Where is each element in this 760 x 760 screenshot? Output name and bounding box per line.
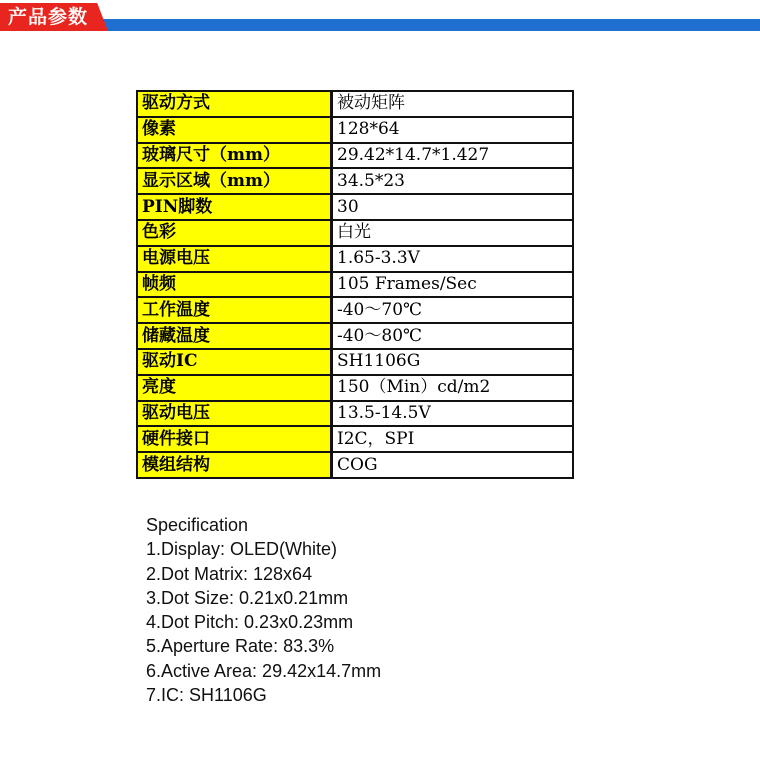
param-key: 显示区域（mm） <box>137 168 332 194</box>
param-key: 亮度 <box>137 375 332 401</box>
table-row <box>137 349 573 375</box>
param-value: 105 Frames/Sec <box>332 272 574 298</box>
table-row <box>137 297 573 323</box>
specification-list <box>146 513 646 707</box>
spec-line: 3.Dot Size: 0.21x0.21mm <box>146 587 349 608</box>
header-blue-line <box>0 19 760 31</box>
param-key: 帧频 <box>137 272 332 298</box>
param-value: 34.5*23 <box>332 168 574 194</box>
table-row <box>137 117 573 143</box>
param-value: 1.65-3.3V <box>332 246 574 272</box>
section-header <box>0 0 760 32</box>
table-row <box>137 168 573 194</box>
param-key: 电源电压 <box>137 246 332 272</box>
spec-line: 2.Dot Matrix: 128x64 <box>146 563 313 584</box>
param-key: 驱动方式 <box>137 91 332 117</box>
param-key: 驱动IC <box>137 349 332 375</box>
spec-line: 5.Aperture Rate: 83.3% <box>146 636 335 657</box>
param-value: 128*64 <box>332 117 574 143</box>
param-key: 模组结构 <box>137 452 332 478</box>
param-key: PIN脚数 <box>137 194 332 220</box>
table-row <box>137 375 573 401</box>
param-value: 30 <box>332 194 574 220</box>
spec-line: 6.Active Area: 29.42x14.7mm <box>146 660 382 681</box>
table-row <box>137 426 573 452</box>
param-value: 150（Min）cd/m2 <box>332 375 574 401</box>
table-row <box>137 143 573 169</box>
param-value: 白光 <box>332 220 574 246</box>
param-key: 驱动电压 <box>137 401 332 427</box>
param-key: 硬件接口 <box>137 426 332 452</box>
section-title: 产品参数 <box>8 6 89 28</box>
table-row <box>137 220 573 246</box>
param-key: 储藏温度 <box>137 323 332 349</box>
specification-title: Specification <box>146 515 249 535</box>
param-value: 29.42*14.7*1.427 <box>332 143 574 169</box>
param-value: -40～80℃ <box>332 323 574 349</box>
spec-line: 1.Display: OLED(White) <box>146 539 338 560</box>
table-row <box>137 401 573 427</box>
table-row <box>137 194 573 220</box>
param-value: 被动矩阵 <box>332 91 574 117</box>
table-row <box>137 246 573 272</box>
param-value: -40～70℃ <box>332 297 574 323</box>
param-key: 色彩 <box>137 220 332 246</box>
param-value: COG <box>332 452 574 478</box>
spec-line: 4.Dot Pitch: 0.23x0.23mm <box>146 612 354 633</box>
table-row <box>137 452 573 478</box>
param-key: 像素 <box>137 117 332 143</box>
spec-line: 7.IC: SH1106G <box>146 685 267 706</box>
table-row <box>137 91 573 117</box>
param-value: 13.5-14.5V <box>332 401 574 427</box>
parameter-table <box>136 90 574 479</box>
table-row <box>137 272 573 298</box>
param-value: SH1106G <box>332 349 574 375</box>
param-key: 玻璃尺寸（mm） <box>137 143 332 169</box>
param-value: I2C，SPI <box>332 426 574 452</box>
param-key: 工作温度 <box>137 297 332 323</box>
table-row <box>137 323 573 349</box>
